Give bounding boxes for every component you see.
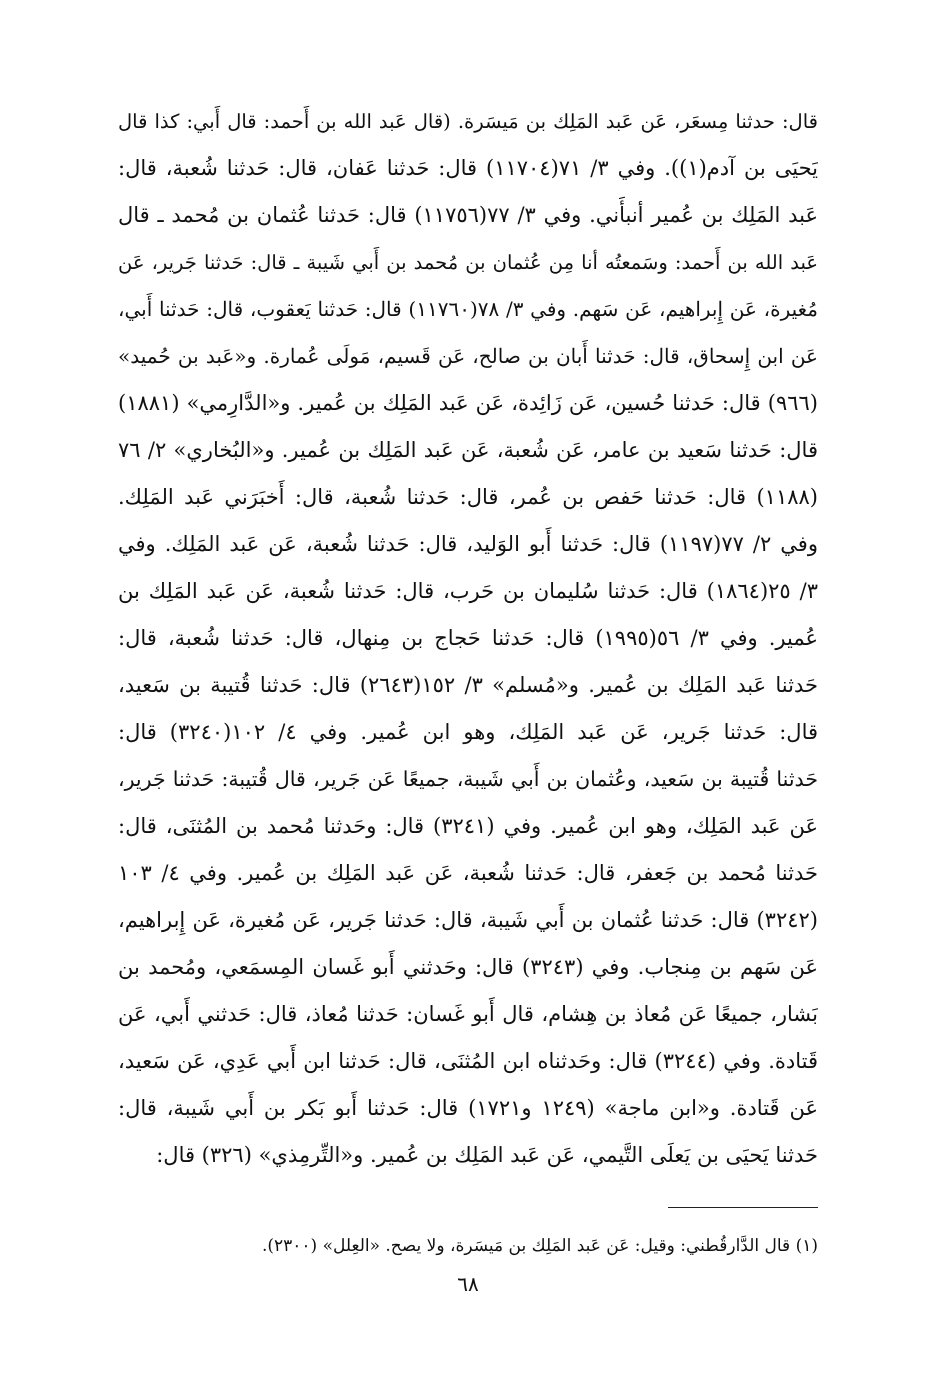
text-line: قَتادة. وفي (٣٢٤٤) قال: وحَدثناه ابن المُثنَى، قال: حَدثنا ابن أَبي عَدِي، عَن سَعيد، bbox=[118, 1049, 818, 1073]
text-line: عَبد الله بن أَحمد: وسَمعتُه أنا مِن عُثمان بن مُحمد بن أَبي شَيبة ـ قال: حَدثنا جَرير، عَن bbox=[118, 251, 818, 274]
text-line: يَحيَى بن آدم(١)). وفي ٣/ ٧١(١١٧٠٤) قال: حَدثنا عَفان، قال: حَدثنا شُعبة، قال: bbox=[118, 156, 818, 180]
main-text bbox=[118, 98, 818, 1179]
text-line: عَن ابن إِسحاق، قال: حَدثنا أَبان بن صالح، عَن قَسيم، مَولَى عُمارة. و«عَبد بن حُميد» bbox=[118, 344, 818, 368]
text-line: عَن سَهم بن مِنجاب. وفي (٣٢٤٣) قال: وحَدثني أَبو غَسان المِسمَعي، ومُحمد بن bbox=[118, 955, 818, 979]
text-line: حَدثنا عَبد المَلِك بن عُمير. و«مُسلم» ٣/ ١٥٢(٢٦٤٣) قال: حَدثنا قُتيبة بن سَعيد، bbox=[118, 673, 818, 697]
text-line: عُمير. وفي ٣/ ٥٦(١٩٩٥) قال: حَدثنا حَجاج بن مِنهال، قال: حَدثنا شُعبة، قال: bbox=[118, 626, 818, 650]
text-line: مُغيرة، عَن إِبراهيم، عَن سَهم. وفي ٣/ ٧٨(١١٧٦٠) قال: حَدثنا يَعقوب، قال: حَدثنا أَبي، bbox=[118, 297, 818, 321]
text-line: عَن قَتادة. و«ابن ماجة» (١٢٤٩ و١٧٢١) قال: حَدثنا أَبو بَكر بن أَبي شَيبة، قال: bbox=[118, 1096, 818, 1120]
text-line: وفي ٢/ ٧٧(١١٩٧) قال: حَدثنا أَبو الوَليد، قال: حَدثنا شُعبة، عَن عَبد المَلِك. وفي bbox=[118, 532, 818, 556]
text-line: عَن عَبد المَلِك، وهو ابن عُمير. وفي (٣٢٤١) قال: وحَدثنا مُحمد بن المُثنَى، قال: bbox=[118, 814, 818, 838]
page-number: ٦٨ bbox=[457, 1272, 479, 1296]
text-line: قال: حَدثنا جَرير، عَن عَبد المَلِك، وهو ابن عُمير. وفي ٤/ ١٠٢(٣٢٤٠) قال: bbox=[118, 720, 818, 744]
text-line: حَدثنا قُتيبة بن سَعيد، وعُثمان بن أَبي شَيبة، جميعًا عَن جَرير، قال قُتيبة: حَدثنا جَرير، bbox=[118, 767, 818, 791]
text-line: (١١٨٨) قال: حَدثنا حَفص بن عُمر، قال: حَدثنا شُعبة، قال: أَخبَرَني عَبد المَلِك. bbox=[118, 485, 818, 509]
footnote: (١) قال الدَّارقُطني: وقيل: عَن عَبد المَلِك بن مَيسَرة، ولا يصح. «العِلل» (٢٣٠٠). bbox=[261, 1236, 818, 1256]
text-line: حَدثنا مُحمد بن جَعفر، قال: حَدثنا شُعبة، عَن عَبد المَلِك بن عُمير. وفي ٤/ ١٠٣ bbox=[118, 861, 818, 885]
text-line: ٣/ ٢٥(١٨٦٤) قال: حَدثنا سُليمان بن حَرب، قال: حَدثنا شُعبة، عَن عَبد المَلِك بن bbox=[118, 579, 818, 603]
text-line: عَبد المَلِك بن عُمير أنبأَني. وفي ٣/ ٧٧(١١٧٥٦) قال: حَدثنا عُثمان بن مُحمد ـ قال bbox=[118, 203, 818, 227]
text-line: قال: حَدثنا سَعيد بن عامر، عَن شُعبة، عَن عَبد المَلِك بن عُمير. و«البُخاري» ٢/ ٧٦ bbox=[118, 438, 818, 462]
text-line: (٣٢٤٢) قال: حَدثنا عُثمان بن أَبي شَيبة، قال: حَدثنا جَرير، عَن مُغيرة، عَن إِبراهيم، bbox=[118, 908, 818, 932]
footnote-separator bbox=[668, 1207, 818, 1208]
text-line: بَشار، جميعًا عَن مُعاذ بن هِشام، قال أَبو غَسان: حَدثنا مُعاذ، قال: حَدثني أَبي، عَن bbox=[118, 1002, 818, 1026]
text-line: حَدثنا يَحيَى بن يَعلَى التَّيمي، عَن عَبد المَلِك بن عُمير. و«التِّرمِذي» (٣٢٦) قال: bbox=[156, 1143, 818, 1167]
text-line: (٩٦٦) قال: حَدثنا حُسين، عَن زَائِدة، عَن عَبد المَلِك بن عُمير. و«الدَّارِمي» (١٨٨١) bbox=[118, 391, 818, 415]
text-line: قال: حدثنا مِسعَر، عَن عَبد المَلِك بن مَيسَرة. (قال عَبد الله بن أَحمد: قال أَبي: كذا قال bbox=[118, 110, 818, 133]
